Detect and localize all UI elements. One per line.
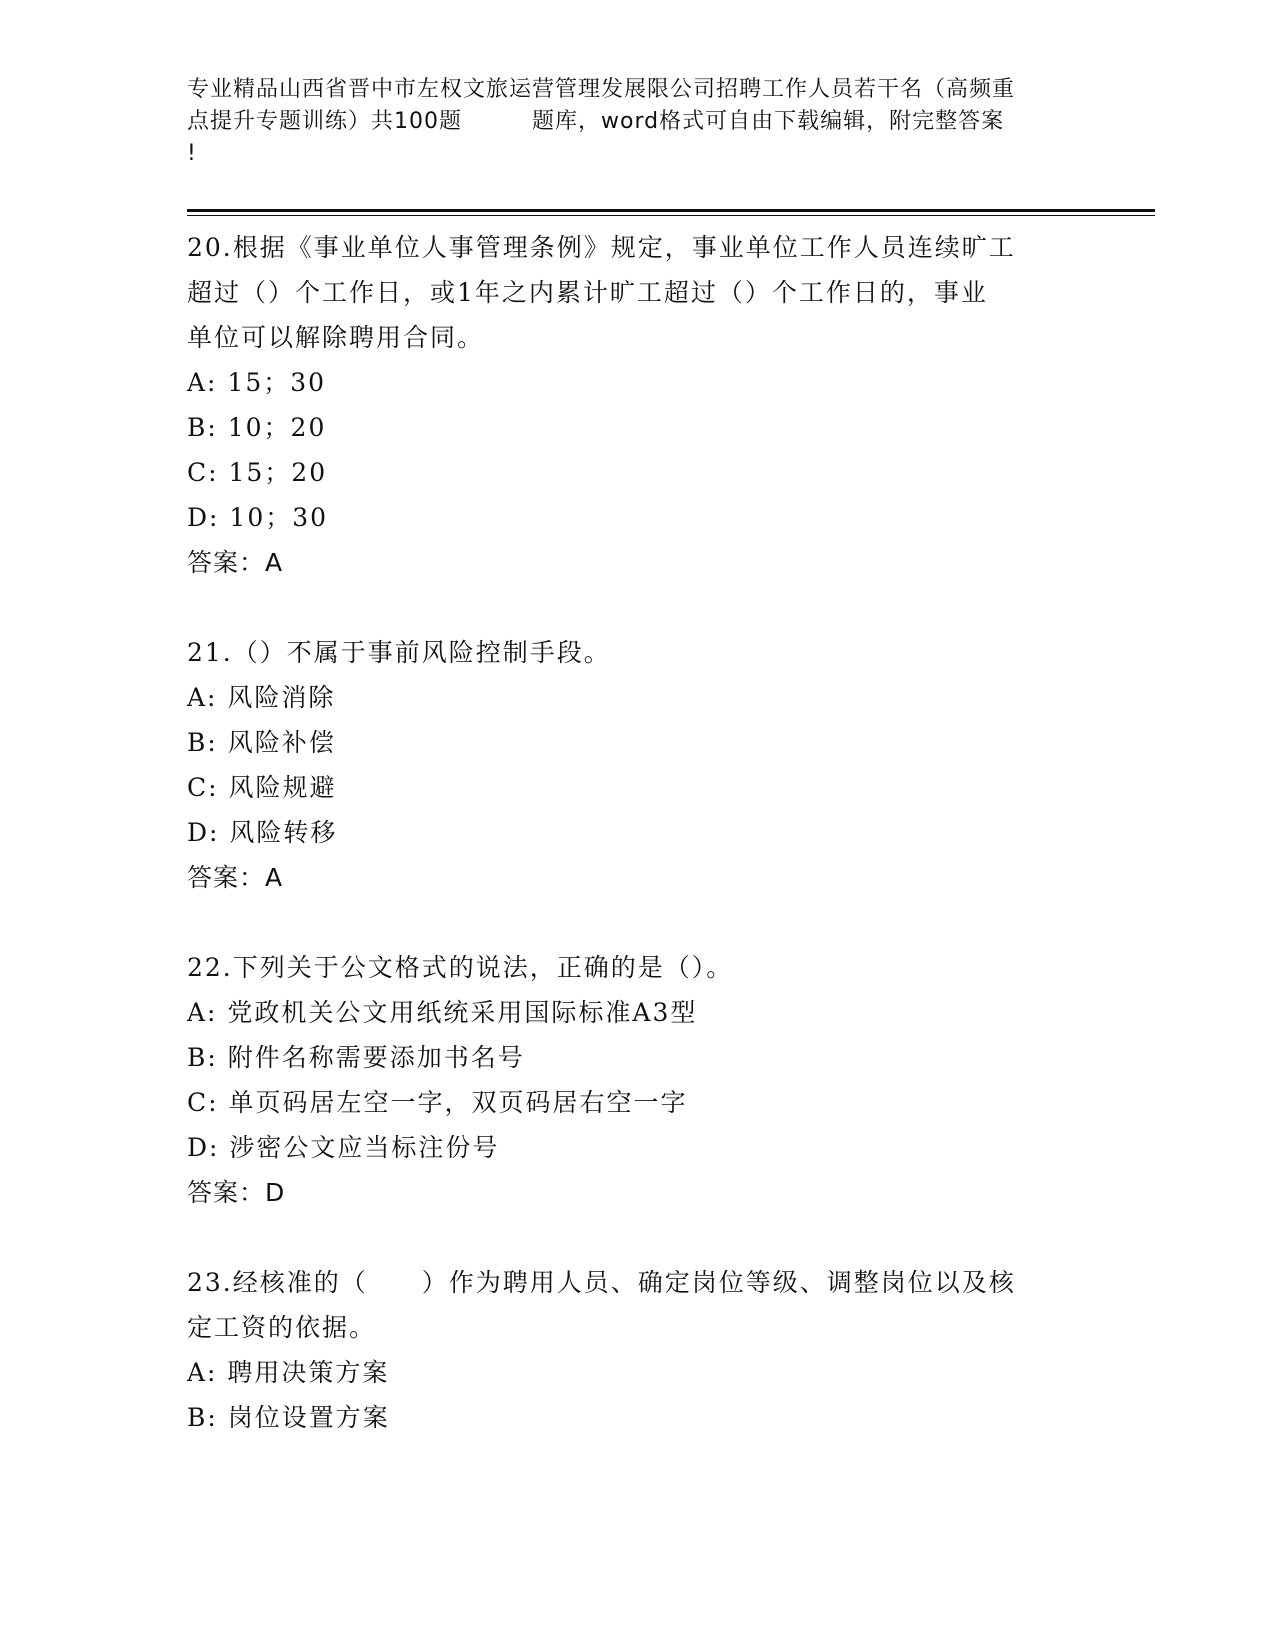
option-b: B: 风险补偿 xyxy=(187,728,336,757)
option-c: C: 风险规避 xyxy=(187,773,337,802)
question-23 xyxy=(187,1260,1087,1440)
question-stem-line: 20.根据《事业单位人事管理条例》规定，事业单位工作人员连续旷工 xyxy=(187,233,1016,262)
question-stem-line: 超过（）个工作日，或1年之内累计旷工超过（）个工作日的，事业 xyxy=(187,278,988,307)
question-20 xyxy=(187,225,1087,585)
header-line-2b: 题库，word格式可自由下载编辑，附完整答案 xyxy=(532,109,1005,134)
header-divider-thick xyxy=(187,209,1155,212)
question-stem-line: 22.下列关于公文格式的说法，正确的是（）。 xyxy=(187,953,734,982)
question-stem-line: 定工资的依据。 xyxy=(187,1313,377,1342)
answer: 答案：D xyxy=(187,1178,286,1207)
header-line-2 xyxy=(187,106,1087,138)
question-stem-line: 单位可以解除聘用合同。 xyxy=(187,323,485,352)
option-a: A: 风险消除 xyxy=(187,683,336,712)
option-c: C: 单页码居左空一字，双页码居右空一字 xyxy=(187,1088,688,1117)
option-c: C: 15；20 xyxy=(187,458,328,487)
header-line-1: 专业精品山西省晋中市左权文旅运营管理发展限公司招聘工作人员若干名（高频重 xyxy=(187,77,1016,102)
option-b: B: 10；20 xyxy=(187,413,327,442)
option-a: A: 15；30 xyxy=(187,368,327,397)
option-a: A: 聘用决策方案 xyxy=(187,1358,390,1387)
option-d: D: 10；30 xyxy=(187,503,329,532)
question-stem-line: 23.经核准的（ ）作为聘用人员、确定岗位等级、调整岗位以及核 xyxy=(187,1268,1016,1297)
question-list xyxy=(187,225,1087,1440)
option-d: D: 涉密公文应当标注份号 xyxy=(187,1133,500,1162)
question-21 xyxy=(187,630,1087,900)
document-header xyxy=(187,74,1087,170)
option-b: B: 附件名称需要添加书名号 xyxy=(187,1043,525,1072)
question-stem-line: 21.（）不属于事前风险控制手段。 xyxy=(187,638,611,667)
question-22 xyxy=(187,945,1087,1215)
option-a: A: 党政机关公文用纸统采用国际标准A3型 xyxy=(187,998,698,1027)
answer: 答案：A xyxy=(187,863,284,892)
header-divider-thin xyxy=(187,215,1155,216)
header-line-3: ! xyxy=(187,141,197,166)
header-line-2a: 点提升专题训练）共100题 xyxy=(187,109,462,134)
answer: 答案：A xyxy=(187,548,284,577)
option-d: D: 风险转移 xyxy=(187,818,338,847)
option-b: B: 岗位设置方案 xyxy=(187,1403,390,1432)
